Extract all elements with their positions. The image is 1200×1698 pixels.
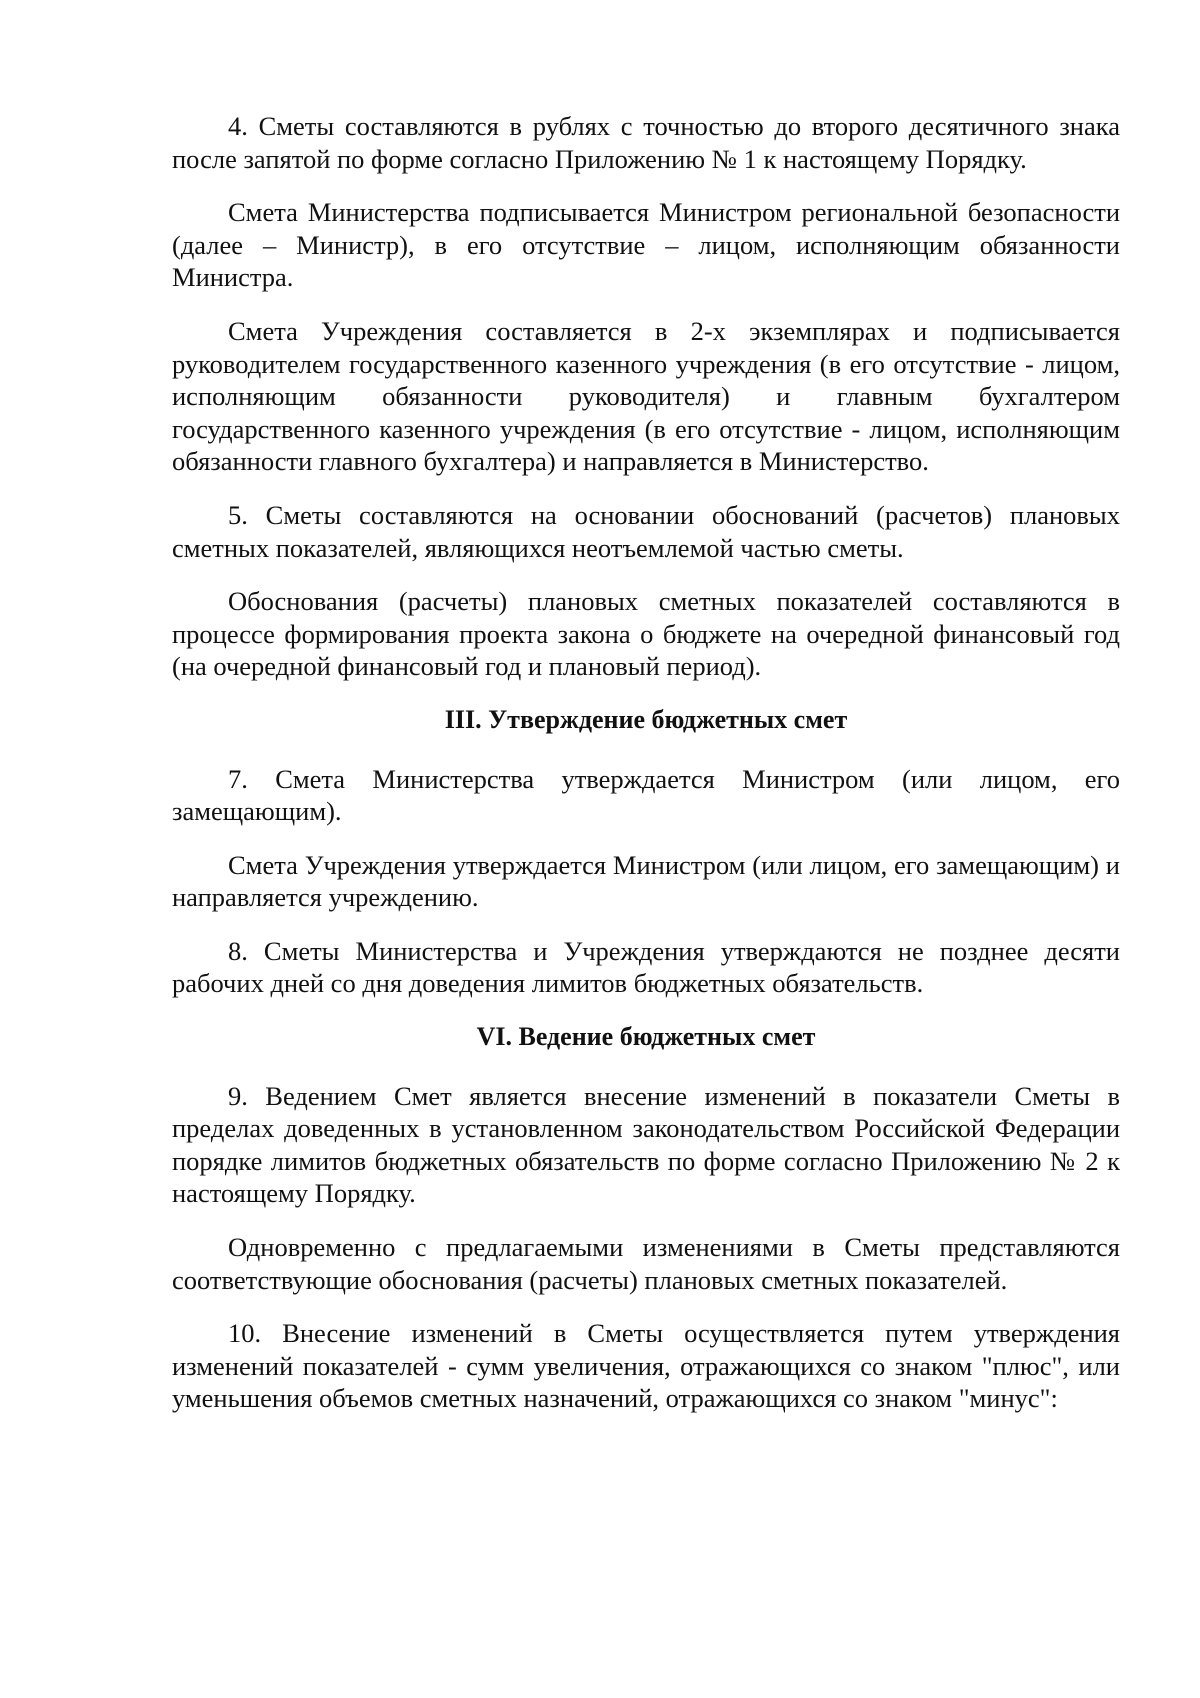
- paragraph-4: 4. Сметы составляются в рублях с точностью до второго десятичного знака после запятой по форме согласно Приложению № 1 к настоящему Порядку.: [172, 111, 1120, 174]
- paragraph-institution-signing: Смета Учреждения составляется в 2-х экземплярах и подписывается руководителем государственного казенного учреждения (в его отсутствие - лицом, исполняющим обязанности руководителя) и главным бухгалтером государственного казенного учреждения (в его отсутствие - лицом, исполняющим обязанности главного бухгалтера) и направляется в Министерство.: [172, 315, 1120, 477]
- paragraph-5: 5. Сметы составляются на основании обоснований (расчетов) плановых сметных показателей, являющихся неотъемлемой частью сметы.: [172, 499, 1120, 563]
- paragraph-justifications: Обоснования (расчеты) плановых сметных показателей составляются в процессе формирования проекта закона о бюджете на очередной финансовый год (на очередной финансовый год и плановый период).: [172, 586, 1120, 682]
- paragraph-8: 8. Сметы Министерства и Учреждения утверждаются не позднее десяти рабочих дней со дня доведения лимитов бюджетных обязательств.: [172, 935, 1120, 999]
- section-heading-approval: III. Утверждение бюджетных смет: [444, 704, 848, 734]
- paragraph-10: 10. Внесение изменений в Сметы осуществляется путем утверждения изменений показателей - сумм увеличения, отражающихся со знаком "плюс", или уменьшения объемов сметных назначений, отражающихся со знаком "минус":: [172, 1318, 1120, 1414]
- paragraph-simultaneous-changes: Одновременно с предлагаемыми изменениями в Сметы представляются соответствующие обоснования (расчеты) плановых сметных показателей.: [172, 1232, 1120, 1295]
- paragraph-7: 7. Смета Министерства утверждается Министром (или лицом, его замещающим).: [172, 763, 1120, 827]
- document-page: [172, 110, 1120, 1436]
- paragraph-9: 9. Ведением Смет является внесение изменений в показатели Сметы в пределах доведенных в установленном законодательством Российской Федерации порядке лимитов бюджетных обязательств по форме согласно Приложению № 2 к настоящему Порядку.: [172, 1080, 1120, 1209]
- paragraph-institution-approval: Смета Учреждения утверждается Министром (или лицом, его замещающим) и направляется учреждению.: [172, 849, 1120, 913]
- section-heading-maintenance: VI. Ведение бюджетных смет: [476, 1022, 816, 1052]
- paragraph-ministry-signing: Смета Министерства подписывается Министром региональной безопасности (далее – Министр), в его отсутствие – лицом, исполняющим обязанности Министра.: [172, 197, 1120, 293]
